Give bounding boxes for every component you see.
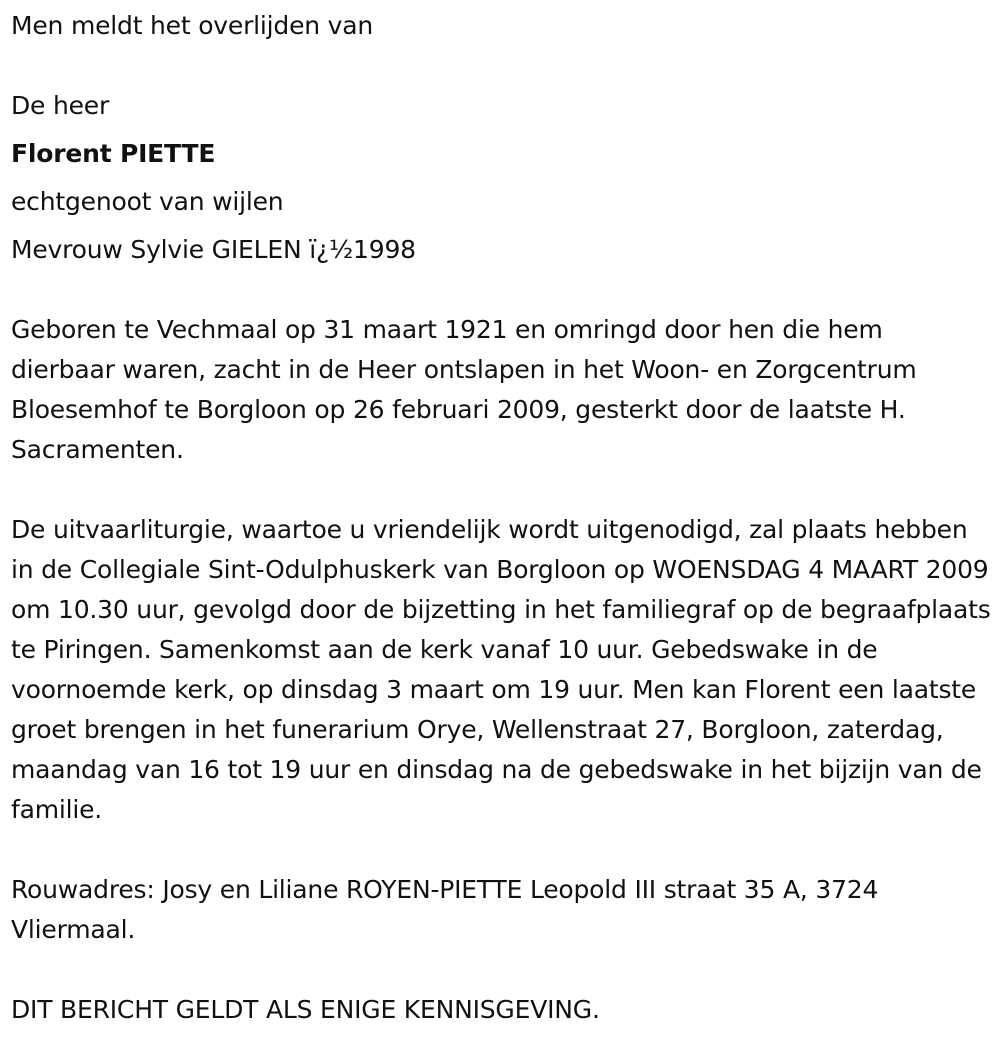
spacer <box>11 270 991 310</box>
spacer <box>11 950 991 990</box>
salutation: De heer <box>11 91 110 120</box>
spacer <box>11 46 991 86</box>
death-notice <box>11 6 991 1030</box>
spouse-line: Mevrouw Sylvie GIELEN ï¿½1998 <box>11 235 416 264</box>
relation-line: echtgenoot van wijlen <box>11 187 284 216</box>
intro-line: Men meldt het overlijden van <box>11 11 374 40</box>
deceased-name: Florent PIETTE <box>11 139 216 168</box>
closing-line: DIT BERICHT GELDT ALS ENIGE KENNISGEVING. <box>11 995 600 1024</box>
spacer <box>11 470 991 510</box>
spacer <box>11 830 991 870</box>
birth-paragraph: Geboren te Vechmaal op 31 maart 1921 en omringd door hen die hem dierbaar waren, zacht in de Heer ontslapen in het Woon- en Zorgcentrum Bloesemhof te Borgloon op 26 februari 2009, gesterkt door de laatste H. Sacramenten. <box>11 315 917 464</box>
address-paragraph: Rouwadres: Josy en Liliane ROYEN-PIETTE Leopold III straat 35 A, 3724 Vliermaal. <box>11 875 879 944</box>
funeral-paragraph: De uitvaarliturgie, waartoe u vriendelijk wordt uitgenodigd, zal plaats hebben in de Collegiale Sint-Odulphuskerk van Borgloon op WOENSDAG 4 MAART 2009 om 10.30 uur, gevolgd door de bijzetting in het familiegraf op de begraafplaats te Piringen. Samenkomst aan de kerk vanaf 10 uur. Gebedswake in de voornoemde kerk, op dinsdag 3 maart om 19 uur. Men kan Florent een laatste groet brengen in het funerarium Orye, Wellenstraat 27, Borgloon, zaterdag, maandag van 16 tot 19 uur en dinsdag na de gebedswake in het bijzijn van de familie. <box>11 515 991 824</box>
